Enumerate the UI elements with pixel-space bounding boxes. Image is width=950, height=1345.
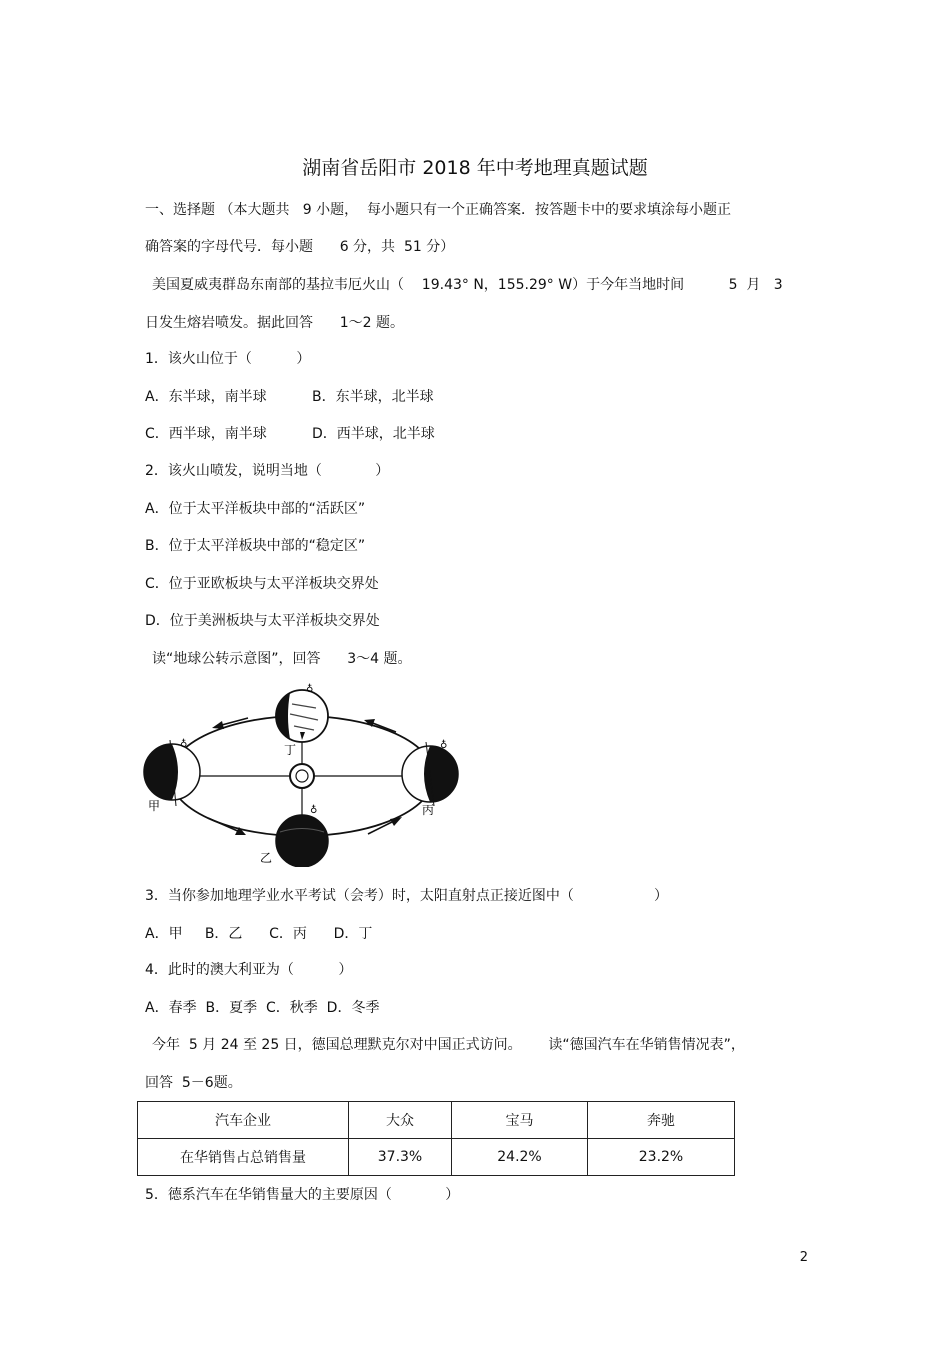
section-instruction-line1: 一、选择题 （本大题共 9 小题， 每小题只有一个正确答案．按答题卡中的要求填涂每小题正 <box>145 202 732 218</box>
label-jia: 甲 <box>148 799 161 813</box>
table-header-row <box>138 1102 735 1139</box>
table-cell: 在华销售占总销售量 <box>138 1139 349 1176</box>
question-1-stem: 1．该火山位于（ ） <box>145 351 311 367</box>
table-cell: 23.2% <box>588 1139 735 1176</box>
question-4-stem: 4．此时的澳大利亚为（ ） <box>145 962 353 978</box>
table-row <box>138 1139 735 1176</box>
question-1-option-b: B．东半球，北半球 <box>312 389 434 405</box>
svg-text:♁: ♁ <box>306 684 314 695</box>
car-intro-line1: 今年 5 月 24 至 25 日，德国总理默克尔对中国正式访问。 读“德国汽车在华销售情况表”， <box>152 1037 745 1053</box>
question-2-stem: 2．该火山喷发，说明当地（ ） <box>145 463 390 479</box>
section-instruction-line2: 确答案的字母代号．每小题 6 分，共 51 分） <box>145 239 455 255</box>
table-header-cell: 大众 <box>349 1102 452 1139</box>
car-intro-line2: 回答 5－6题。 <box>145 1075 242 1091</box>
table-header-cell: 宝马 <box>452 1102 588 1139</box>
question-3-stem: 3．当你参加地理学业水平考试（会考）时，太阳直射点正接近图中（ ） <box>145 888 669 904</box>
svg-text:♁: ♁ <box>180 739 188 750</box>
page-number: 2 <box>799 1250 808 1265</box>
volcano-intro-line1: 美国夏威夷群岛东南部的基拉韦厄火山（ 19.43° N，155.29° W）于今年当地时间 5 月 3 <box>152 277 783 293</box>
question-1-option-d: D．西半球，北半球 <box>312 426 435 442</box>
label-yi: 乙 <box>260 851 273 865</box>
question-2-option-c: C．位于亚欧板块与太平洋板块交界处 <box>145 576 379 592</box>
question-1-option-a: A．东半球，南半球 <box>145 389 267 405</box>
table-cell: 37.3% <box>349 1139 452 1176</box>
page-title: 湖南省岳阳市 2018 年中考地理真题试题 <box>302 157 648 179</box>
table-header-cell: 汽车企业 <box>138 1102 349 1139</box>
earth-revolution-diagram <box>140 682 465 867</box>
diagram-intro: 读“地球公转示意图”，回答 3～4 题。 <box>152 651 412 667</box>
question-2-option-b: B．位于太平洋板块中部的“稳定区” <box>145 538 366 554</box>
question-5-stem: 5．德系汽车在华销售量大的主要原因（ ） <box>145 1187 460 1203</box>
question-4-options: A．春季 B．夏季 C．秋季 D．冬季 <box>145 1000 380 1016</box>
svg-text:♁: ♁ <box>440 740 448 751</box>
earth-jia-icon <box>144 738 200 806</box>
table-cell: 24.2% <box>452 1139 588 1176</box>
svg-text:♁: ♁ <box>310 805 318 816</box>
car-sales-table <box>137 1101 735 1176</box>
table-header-cell: 奔驰 <box>588 1102 735 1139</box>
earth-bing-icon <box>402 739 458 806</box>
sun-icon <box>290 764 314 788</box>
question-2-option-a: A．位于太平洋板块中部的“活跃区” <box>145 501 366 517</box>
volcano-intro-line2: 日发生熔岩喷发。据此回答 1～2 题。 <box>145 315 404 331</box>
question-1-option-c: C．西半球，南半球 <box>145 426 267 442</box>
label-ding: 丁 <box>284 743 297 757</box>
question-3-options: A．甲 B．乙 C．丙 D．丁 <box>145 926 373 942</box>
question-2-option-d: D．位于美洲板块与太平洋板块交界处 <box>145 613 380 629</box>
label-bing: 丙 <box>422 803 435 817</box>
